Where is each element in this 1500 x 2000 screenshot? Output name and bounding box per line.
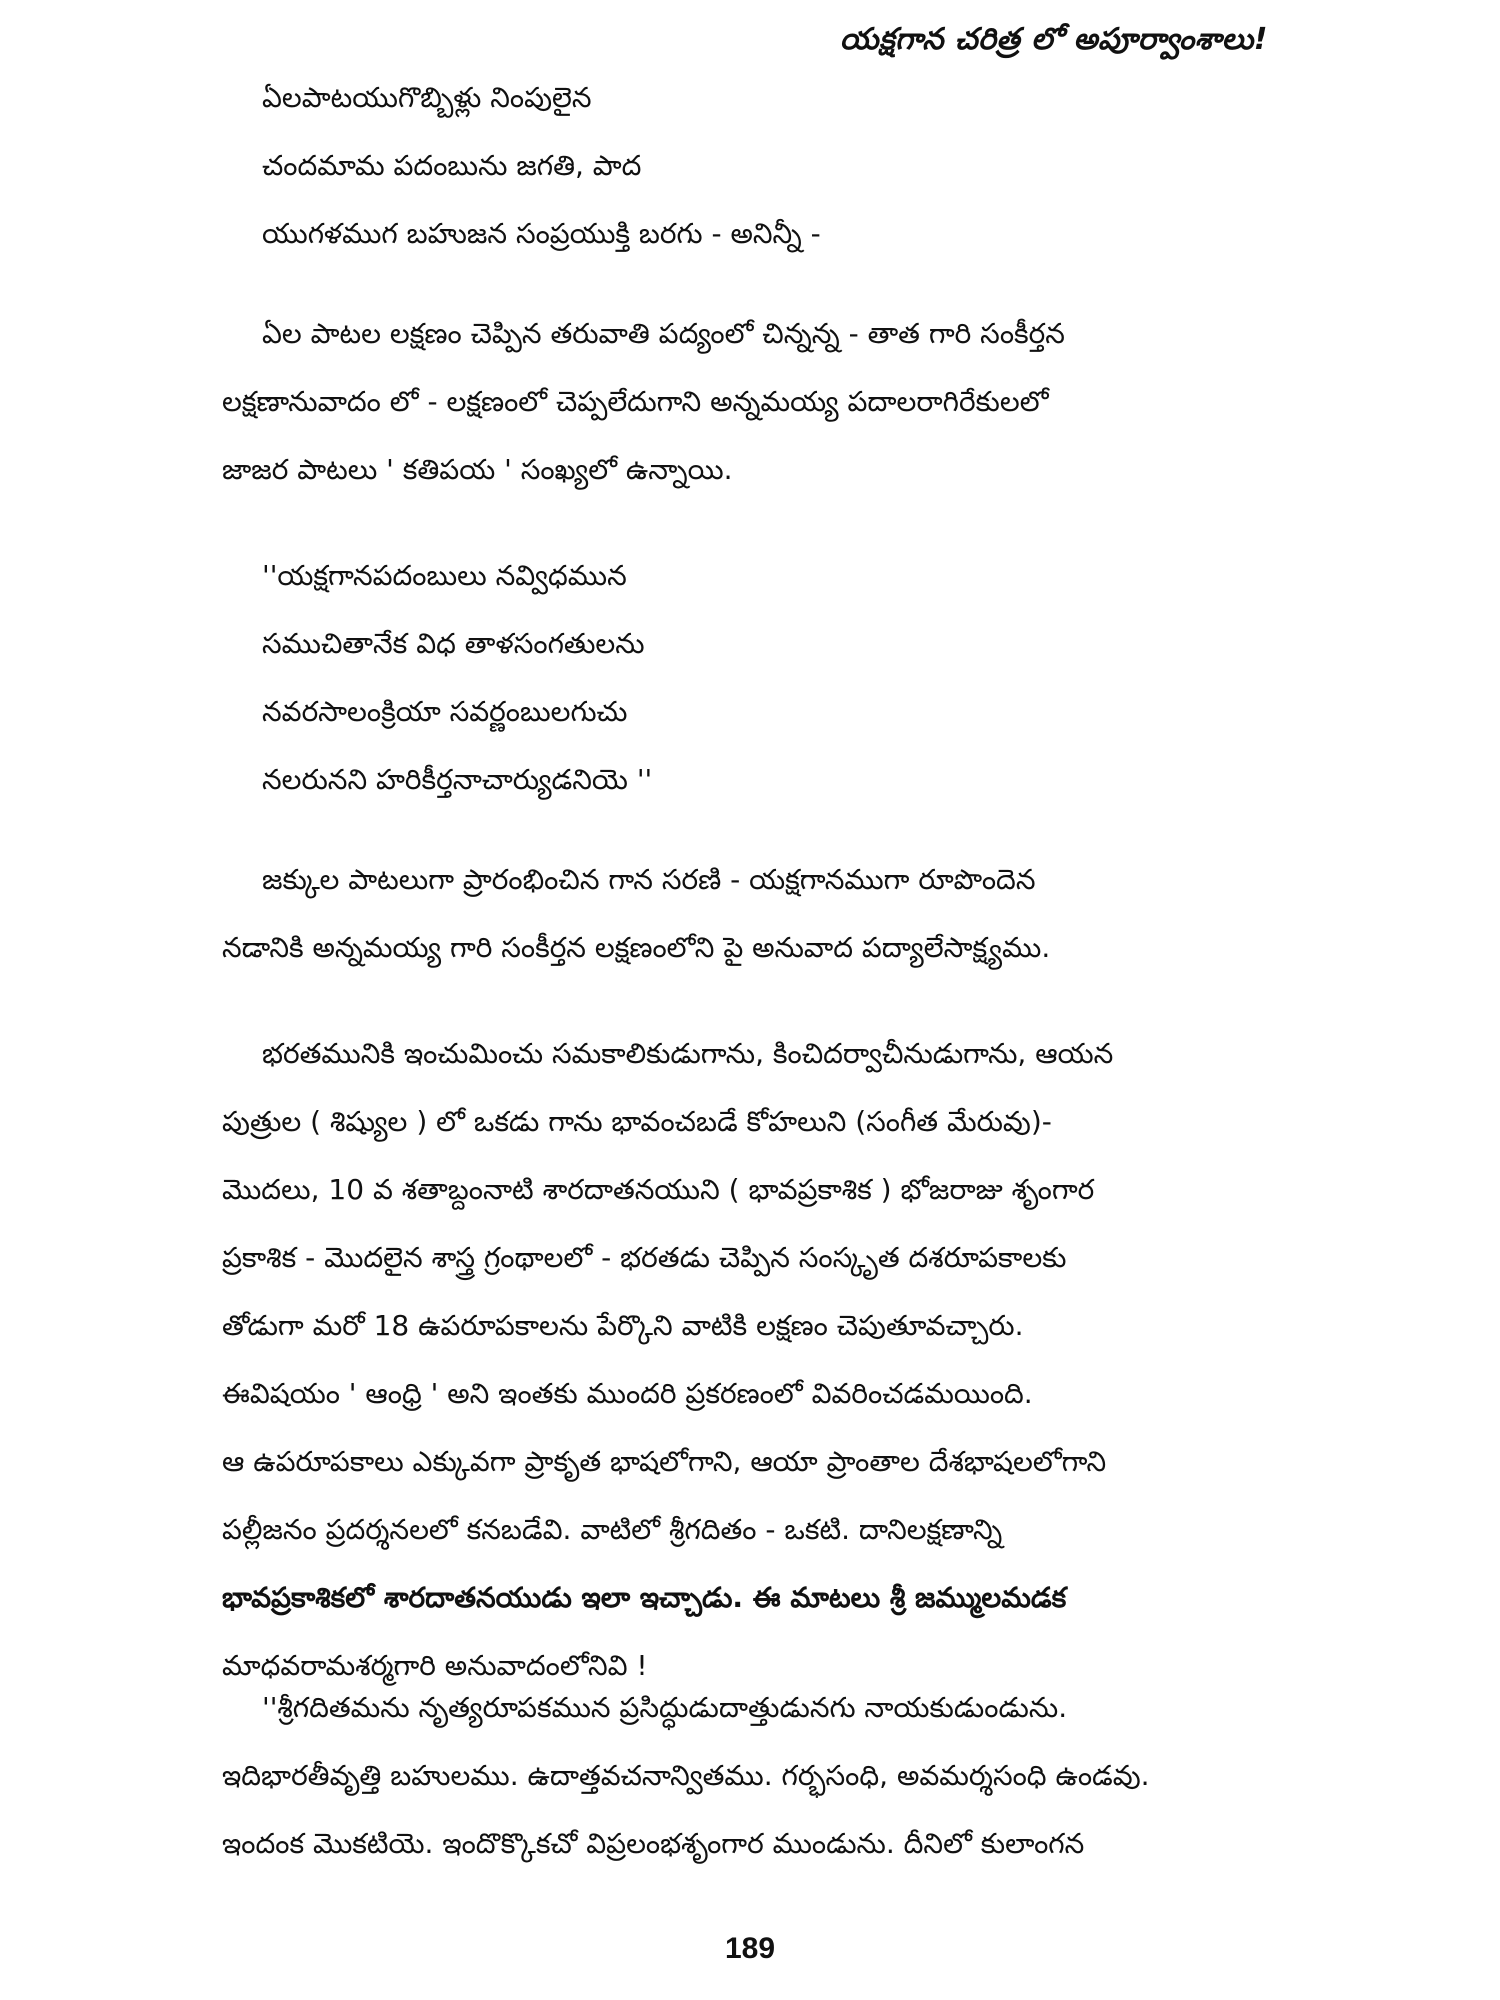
- verse-line: చందమామ పదంబును జగతి, పాద: [262, 149, 642, 182]
- paragraph-line: ఇదిభారతీవృత్తి బహులము. ఉదాత్తవచనాన్వితము. గర్భసంధి, అవమర్శసంధి ఉండవు.: [222, 1759, 1150, 1792]
- paragraph-line: భావప్రకాశికలో శారదాతనయుడు ఇలా ఇచ్చాడు. ఈ మాటలు శ్రీ జమ్ములమడక: [222, 1581, 1067, 1614]
- verse-line: నవరసాలంక్రియా సవర్ణంబులగుచు: [262, 695, 628, 728]
- paragraph-line: ''శ్రీగదితమను నృత్యరూపకమున ప్రసిద్ధుడుదాత్తుడునగు నాయకుడుండును.: [262, 1691, 1068, 1724]
- verse-line: నలరునని హరికీర్తనాచార్యుడనియె '': [262, 763, 653, 796]
- paragraph-line: జాజర పాటలు ' కతిపయ ' సంఖ్యలో ఉన్నాయి.: [222, 453, 733, 486]
- paragraph-1: [222, 300, 1284, 504]
- paragraph-line: భరతమునికి ఇంచుమించు సమకాలికుడుగాను, కించిదర్వాచీనుడుగాను, ఆయన: [262, 1037, 1114, 1070]
- paragraph-2: [222, 846, 1284, 982]
- paragraph-4: [222, 1674, 1284, 1878]
- paragraph-line: ఈవిషయం ' ఆంధ్రి ' అని ఇంతకు ముందరి ప్రకరణంలో వివరించడమయింది.: [222, 1377, 1033, 1410]
- paragraph-line: తోడుగా మరో 18 ఉపరూపకాలను పేర్కొని వాటికి లక్షణం చెపుతూవచ్చారు.: [222, 1309, 1024, 1342]
- paragraph-line: పుత్రుల ( శిష్యుల ) లో ఒకడు గాను భావంచబడే కోహలుని (సంగీత మేరువు)-: [222, 1105, 1052, 1138]
- paragraph-line: లక్షణానువాదం లో - లక్షణంలో చెప్పలేదుగాని అన్నమయ్య పదాలరాగిరేకులలో: [222, 385, 1049, 418]
- paragraph-line: మొదలు, 10 వ శతాబ్దంనాటి శారదాతనయుని ( భావప్రకాశిక ) భోజరాజు శృంగార: [222, 1173, 1095, 1206]
- page-number: 189: [724, 1932, 776, 1965]
- verse-line: యుగళముగ బహుజన సంప్రయుక్తి బరగు - అనిన్నీ -: [262, 217, 821, 250]
- verse-line: ''యక్షగానపదంబులు నవ్విధమున: [262, 559, 627, 592]
- paragraph-line: ప్రకాశిక - మొదలైన శాస్త్ర గ్రంథాలలో - భరతడు చెప్పిన సంస్కృత దశరూపకాలకు: [222, 1241, 1067, 1274]
- paragraph-line: నడానికి అన్నమయ్య గారి సంకీర్తన లక్షణంలోని పై అనువాద పద్యాలేసాక్ష్యము.: [222, 931, 1051, 964]
- paragraph-line: ఆ ఉపరూపకాలు ఎక్కువగా ప్రాకృత భాషలోగాని, ఆయా ప్రాంతాల దేశభాషలలోగాని: [222, 1445, 1107, 1478]
- verse-line: సముచితానేక విధ తాళసంగతులను: [262, 627, 645, 660]
- paragraph-line: ఏల పాటల లక్షణం చెప్పిన తరువాతి పద్యంలో చిన్నన్న - తాత గారి సంకీర్తన: [262, 317, 1065, 350]
- verse-block-1: [262, 64, 821, 268]
- running-header: యక్షగాన చరిత్ర లో అపూర్వాంశాలు!: [839, 22, 1268, 57]
- paragraph-line: పల్లీజనం ప్రదర్శనలలో కనబడేవి. వాటిలో శ్రీగదితం - ఒకటి. దానిలక్షణాన్ని: [222, 1513, 1003, 1546]
- verse-line: ఏలపాటయుగొబ్బిళ్లు నింపులైన: [262, 81, 592, 114]
- paragraph-line: జక్కుల పాటలుగా ప్రారంభించిన గాన సరణి - యక్షగానముగా రూపొందెన: [262, 863, 1036, 896]
- paragraph-line: ఇందంక మొకటియె. ఇందొక్కొకచో విప్రలంభశృంగార ముండును. దీనిలో కులాంగన: [222, 1827, 1085, 1860]
- paragraph-line: మాధవరామశర్మగారి అనువాదంలోనివి !: [222, 1649, 648, 1682]
- verse-block-2: [262, 542, 652, 814]
- paragraph-3: [222, 1020, 1284, 1700]
